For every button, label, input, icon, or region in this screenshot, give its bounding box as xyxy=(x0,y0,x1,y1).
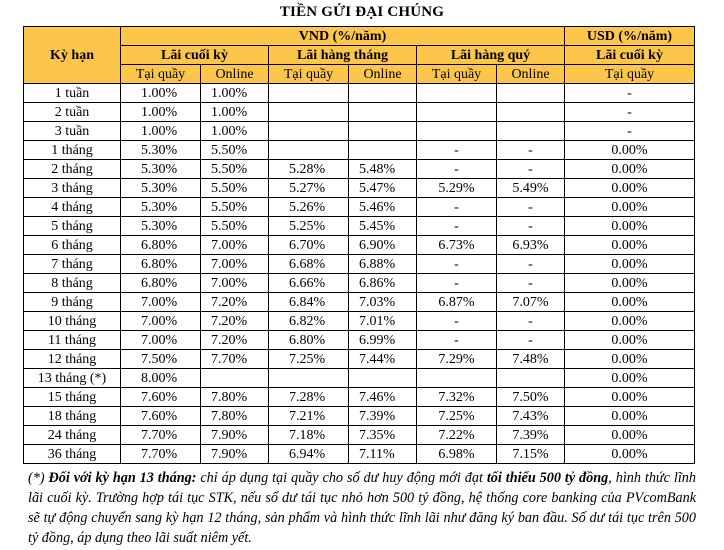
table-row xyxy=(24,388,695,407)
cell-usd-counter: 0.00% xyxy=(565,445,695,464)
cell-end-counter: 7.00% xyxy=(121,312,201,331)
cell-quarterly-online: - xyxy=(497,331,565,350)
table-row xyxy=(24,179,695,198)
cell-end-counter: 5.30% xyxy=(121,198,201,217)
cell-monthly-counter xyxy=(269,122,349,141)
cell-end-counter: 7.60% xyxy=(121,388,201,407)
header-monthly-online: Online xyxy=(349,65,417,84)
cell-quarterly-counter: 7.22% xyxy=(417,426,497,445)
cell-end-counter: 1.00% xyxy=(121,103,201,122)
cell-quarterly-online: - xyxy=(497,217,565,236)
cell-end-online: 5.50% xyxy=(201,179,269,198)
cell-term: 10 tháng xyxy=(24,312,121,331)
cell-end-counter: 7.70% xyxy=(121,445,201,464)
cell-term: 18 tháng xyxy=(24,407,121,426)
cell-monthly-counter: 7.21% xyxy=(269,407,349,426)
cell-end-online: 7.20% xyxy=(201,331,269,350)
cell-monthly-counter: 6.70% xyxy=(269,236,349,255)
cell-end-counter: 6.80% xyxy=(121,255,201,274)
header-quarterly: Lãi hàng quý xyxy=(417,46,565,65)
cell-monthly-counter: 6.66% xyxy=(269,274,349,293)
cell-usd-counter: 0.00% xyxy=(565,274,695,293)
cell-term: 24 tháng xyxy=(24,426,121,445)
header-vnd: VND (%/năm) xyxy=(121,27,565,46)
cell-end-counter: 7.60% xyxy=(121,407,201,426)
cell-end-online: 1.00% xyxy=(201,103,269,122)
cell-quarterly-online: 6.93% xyxy=(497,236,565,255)
cell-monthly-counter: 7.28% xyxy=(269,388,349,407)
cell-quarterly-online: - xyxy=(497,141,565,160)
cell-quarterly-online xyxy=(497,122,565,141)
cell-monthly-counter xyxy=(269,84,349,103)
cell-quarterly-online xyxy=(497,84,565,103)
table-row xyxy=(24,198,695,217)
cell-usd-counter: 0.00% xyxy=(565,198,695,217)
table-row xyxy=(24,426,695,445)
cell-monthly-online: 5.47% xyxy=(349,179,417,198)
cell-monthly-online xyxy=(349,103,417,122)
cell-quarterly-counter: 7.25% xyxy=(417,407,497,426)
table-row xyxy=(24,331,695,350)
cell-quarterly-online xyxy=(497,369,565,388)
rate-table-body xyxy=(24,84,695,464)
cell-end-counter: 6.80% xyxy=(121,236,201,255)
cell-monthly-online: 7.46% xyxy=(349,388,417,407)
cell-usd-counter: 0.00% xyxy=(565,293,695,312)
cell-end-online xyxy=(201,369,269,388)
table-row xyxy=(24,103,695,122)
header-monthly-counter: Tại quầy xyxy=(269,65,349,84)
cell-monthly-counter: 5.28% xyxy=(269,160,349,179)
cell-term: 3 tháng xyxy=(24,179,121,198)
cell-term: 12 tháng xyxy=(24,350,121,369)
cell-end-online: 5.50% xyxy=(201,141,269,160)
cell-quarterly-online: 7.48% xyxy=(497,350,565,369)
cell-quarterly-counter: - xyxy=(417,274,497,293)
cell-monthly-online: 7.39% xyxy=(349,407,417,426)
table-row xyxy=(24,274,695,293)
header-usd-counter: Tại quầy xyxy=(565,65,695,84)
header-quarterly-counter: Tại quầy xyxy=(417,65,497,84)
cell-quarterly-online: 7.39% xyxy=(497,426,565,445)
cell-monthly-counter: 5.25% xyxy=(269,217,349,236)
cell-end-counter: 7.50% xyxy=(121,350,201,369)
cell-monthly-online: 5.48% xyxy=(349,160,417,179)
cell-quarterly-counter: - xyxy=(417,255,497,274)
cell-term: 2 tháng xyxy=(24,160,121,179)
cell-end-counter: 8.00% xyxy=(121,369,201,388)
cell-monthly-counter: 6.80% xyxy=(269,331,349,350)
cell-monthly-counter: 5.26% xyxy=(269,198,349,217)
cell-quarterly-counter: 7.32% xyxy=(417,388,497,407)
cell-term: 15 tháng xyxy=(24,388,121,407)
cell-monthly-online xyxy=(349,369,417,388)
cell-monthly-counter: 6.68% xyxy=(269,255,349,274)
cell-quarterly-online: 5.49% xyxy=(497,179,565,198)
cell-end-counter: 5.30% xyxy=(121,179,201,198)
cell-monthly-online: 7.01% xyxy=(349,312,417,331)
table-row xyxy=(24,236,695,255)
cell-usd-counter: 0.00% xyxy=(565,350,695,369)
footnote xyxy=(28,468,696,548)
cell-quarterly-counter: - xyxy=(417,312,497,331)
cell-monthly-online: 5.46% xyxy=(349,198,417,217)
table-row xyxy=(24,217,695,236)
cell-end-counter: 7.00% xyxy=(121,331,201,350)
cell-term: 7 tháng xyxy=(24,255,121,274)
cell-monthly-online xyxy=(349,141,417,160)
cell-quarterly-online xyxy=(497,103,565,122)
cell-end-counter: 5.30% xyxy=(121,217,201,236)
cell-end-online: 7.80% xyxy=(201,407,269,426)
footnote-prefix: (*) xyxy=(28,470,49,486)
table-row xyxy=(24,255,695,274)
header-usd-end-term: Lãi cuối kỳ xyxy=(565,46,695,65)
cell-monthly-counter: 6.82% xyxy=(269,312,349,331)
cell-monthly-counter: 7.25% xyxy=(269,350,349,369)
cell-usd-counter: - xyxy=(565,122,695,141)
table-row xyxy=(24,312,695,331)
table-row xyxy=(24,350,695,369)
cell-term: 2 tuần xyxy=(24,103,121,122)
cell-quarterly-online: - xyxy=(497,312,565,331)
cell-quarterly-counter xyxy=(417,369,497,388)
cell-usd-counter: 0.00% xyxy=(565,426,695,445)
cell-end-counter: 7.70% xyxy=(121,426,201,445)
header-quarterly-online: Online xyxy=(497,65,565,84)
cell-monthly-counter: 5.27% xyxy=(269,179,349,198)
cell-monthly-online: 6.99% xyxy=(349,331,417,350)
cell-quarterly-online: 7.43% xyxy=(497,407,565,426)
table-row xyxy=(24,445,695,464)
header-end-term: Lãi cuối kỳ xyxy=(121,46,269,65)
table-row xyxy=(24,160,695,179)
cell-usd-counter: 0.00% xyxy=(565,407,695,426)
cell-usd-counter: 0.00% xyxy=(565,160,695,179)
header-end-counter: Tại quầy xyxy=(121,65,201,84)
cell-term: 4 tháng xyxy=(24,198,121,217)
cell-monthly-online xyxy=(349,122,417,141)
cell-end-online: 5.50% xyxy=(201,198,269,217)
cell-monthly-online: 7.44% xyxy=(349,350,417,369)
cell-monthly-counter xyxy=(269,141,349,160)
cell-quarterly-counter: - xyxy=(417,217,497,236)
cell-term: 5 tháng xyxy=(24,217,121,236)
cell-monthly-counter xyxy=(269,103,349,122)
cell-usd-counter: 0.00% xyxy=(565,369,695,388)
cell-end-online: 7.00% xyxy=(201,274,269,293)
cell-end-counter: 1.00% xyxy=(121,84,201,103)
cell-quarterly-counter: 5.29% xyxy=(417,179,497,198)
cell-end-online: 7.20% xyxy=(201,293,269,312)
cell-quarterly-online: 7.50% xyxy=(497,388,565,407)
footnote-part1: chỉ áp dụng tại quầy cho số dư huy động mới đạt xyxy=(196,470,487,486)
cell-quarterly-counter: 6.98% xyxy=(417,445,497,464)
cell-monthly-online: 6.90% xyxy=(349,236,417,255)
cell-usd-counter: 0.00% xyxy=(565,312,695,331)
cell-quarterly-online: 7.07% xyxy=(497,293,565,312)
cell-quarterly-online: 7.15% xyxy=(497,445,565,464)
cell-end-online: 7.90% xyxy=(201,426,269,445)
cell-monthly-online: 7.35% xyxy=(349,426,417,445)
footnote-bold-lead: Đối với kỳ hạn 13 tháng: xyxy=(48,470,197,486)
cell-term: 3 tuần xyxy=(24,122,121,141)
cell-end-online: 5.50% xyxy=(201,217,269,236)
cell-quarterly-online: - xyxy=(497,255,565,274)
cell-monthly-online xyxy=(349,84,417,103)
cell-quarterly-counter: 6.73% xyxy=(417,236,497,255)
cell-monthly-counter xyxy=(269,369,349,388)
cell-end-online: 7.20% xyxy=(201,312,269,331)
cell-end-counter: 5.30% xyxy=(121,141,201,160)
cell-term: 6 tháng xyxy=(24,236,121,255)
cell-quarterly-counter xyxy=(417,84,497,103)
cell-end-online: 7.70% xyxy=(201,350,269,369)
table-row xyxy=(24,141,695,160)
cell-end-online: 7.00% xyxy=(201,255,269,274)
cell-quarterly-online: - xyxy=(497,274,565,293)
cell-end-online: 7.90% xyxy=(201,445,269,464)
cell-quarterly-counter: - xyxy=(417,141,497,160)
page-title: TIỀN GỬI ĐẠI CHÚNG xyxy=(279,4,445,20)
cell-term: 11 tháng xyxy=(24,331,121,350)
cell-usd-counter: 0.00% xyxy=(565,388,695,407)
cell-monthly-counter: 7.18% xyxy=(269,426,349,445)
cell-usd-counter: 0.00% xyxy=(565,217,695,236)
cell-quarterly-online: - xyxy=(497,198,565,217)
cell-end-online: 1.00% xyxy=(201,84,269,103)
interest-rate-table xyxy=(23,26,695,464)
cell-usd-counter: 0.00% xyxy=(565,141,695,160)
cell-usd-counter: 0.00% xyxy=(565,179,695,198)
cell-term: 13 tháng (*) xyxy=(24,369,121,388)
footnote-part2: , hình thức lĩnh lãi cuối kỳ. Trường hợp tái tục STK, nếu số dư tái tục nhỏ hơn 500 tỷ đồng, hệ thống core banking của PVcomBank sẽ tự động chuyển sang kỳ hạn 12 tháng, sản phẩm và hình thức lĩnh lãi như đăng ký ban đầu. Số dư tái tục trên 500 tỷ đồng, áp dụng theo lãi suất niêm yết. xyxy=(28,470,696,546)
cell-term: 9 tháng xyxy=(24,293,121,312)
cell-quarterly-counter: 6.87% xyxy=(417,293,497,312)
header-monthly: Lãi hàng tháng xyxy=(269,46,417,65)
cell-end-counter: 7.00% xyxy=(121,293,201,312)
cell-usd-counter: 0.00% xyxy=(565,331,695,350)
cell-usd-counter: - xyxy=(565,103,695,122)
cell-term: 8 tháng xyxy=(24,274,121,293)
cell-monthly-online: 7.11% xyxy=(349,445,417,464)
header-term: Kỳ hạn xyxy=(24,27,121,84)
cell-quarterly-counter: 7.29% xyxy=(417,350,497,369)
cell-monthly-counter: 6.84% xyxy=(269,293,349,312)
cell-quarterly-counter xyxy=(417,103,497,122)
cell-end-online: 7.00% xyxy=(201,236,269,255)
cell-end-online: 7.80% xyxy=(201,388,269,407)
cell-end-online: 1.00% xyxy=(201,122,269,141)
cell-monthly-online: 7.03% xyxy=(349,293,417,312)
cell-end-counter: 5.30% xyxy=(121,160,201,179)
cell-end-counter: 6.80% xyxy=(121,274,201,293)
table-row xyxy=(24,407,695,426)
cell-quarterly-online: - xyxy=(497,160,565,179)
cell-term: 1 tuần xyxy=(24,84,121,103)
cell-usd-counter: - xyxy=(565,84,695,103)
cell-usd-counter: 0.00% xyxy=(565,255,695,274)
cell-usd-counter: 0.00% xyxy=(565,236,695,255)
table-row xyxy=(24,293,695,312)
table-row xyxy=(24,122,695,141)
cell-quarterly-counter: - xyxy=(417,160,497,179)
cell-quarterly-counter xyxy=(417,122,497,141)
header-usd: USD (%/năm) xyxy=(565,27,695,46)
header-end-online: Online xyxy=(201,65,269,84)
cell-quarterly-counter: - xyxy=(417,331,497,350)
cell-term: 1 tháng xyxy=(24,141,121,160)
cell-term: 36 tháng xyxy=(24,445,121,464)
cell-monthly-online: 6.88% xyxy=(349,255,417,274)
table-row xyxy=(24,84,695,103)
cell-end-online: 5.50% xyxy=(201,160,269,179)
cell-monthly-counter: 6.94% xyxy=(269,445,349,464)
cell-end-counter: 1.00% xyxy=(121,122,201,141)
table-row xyxy=(24,369,695,388)
cell-monthly-online: 5.45% xyxy=(349,217,417,236)
footnote-bold-min: tối thiểu 500 tỷ đồng xyxy=(486,470,609,486)
cell-quarterly-counter: - xyxy=(417,198,497,217)
cell-monthly-online: 6.86% xyxy=(349,274,417,293)
